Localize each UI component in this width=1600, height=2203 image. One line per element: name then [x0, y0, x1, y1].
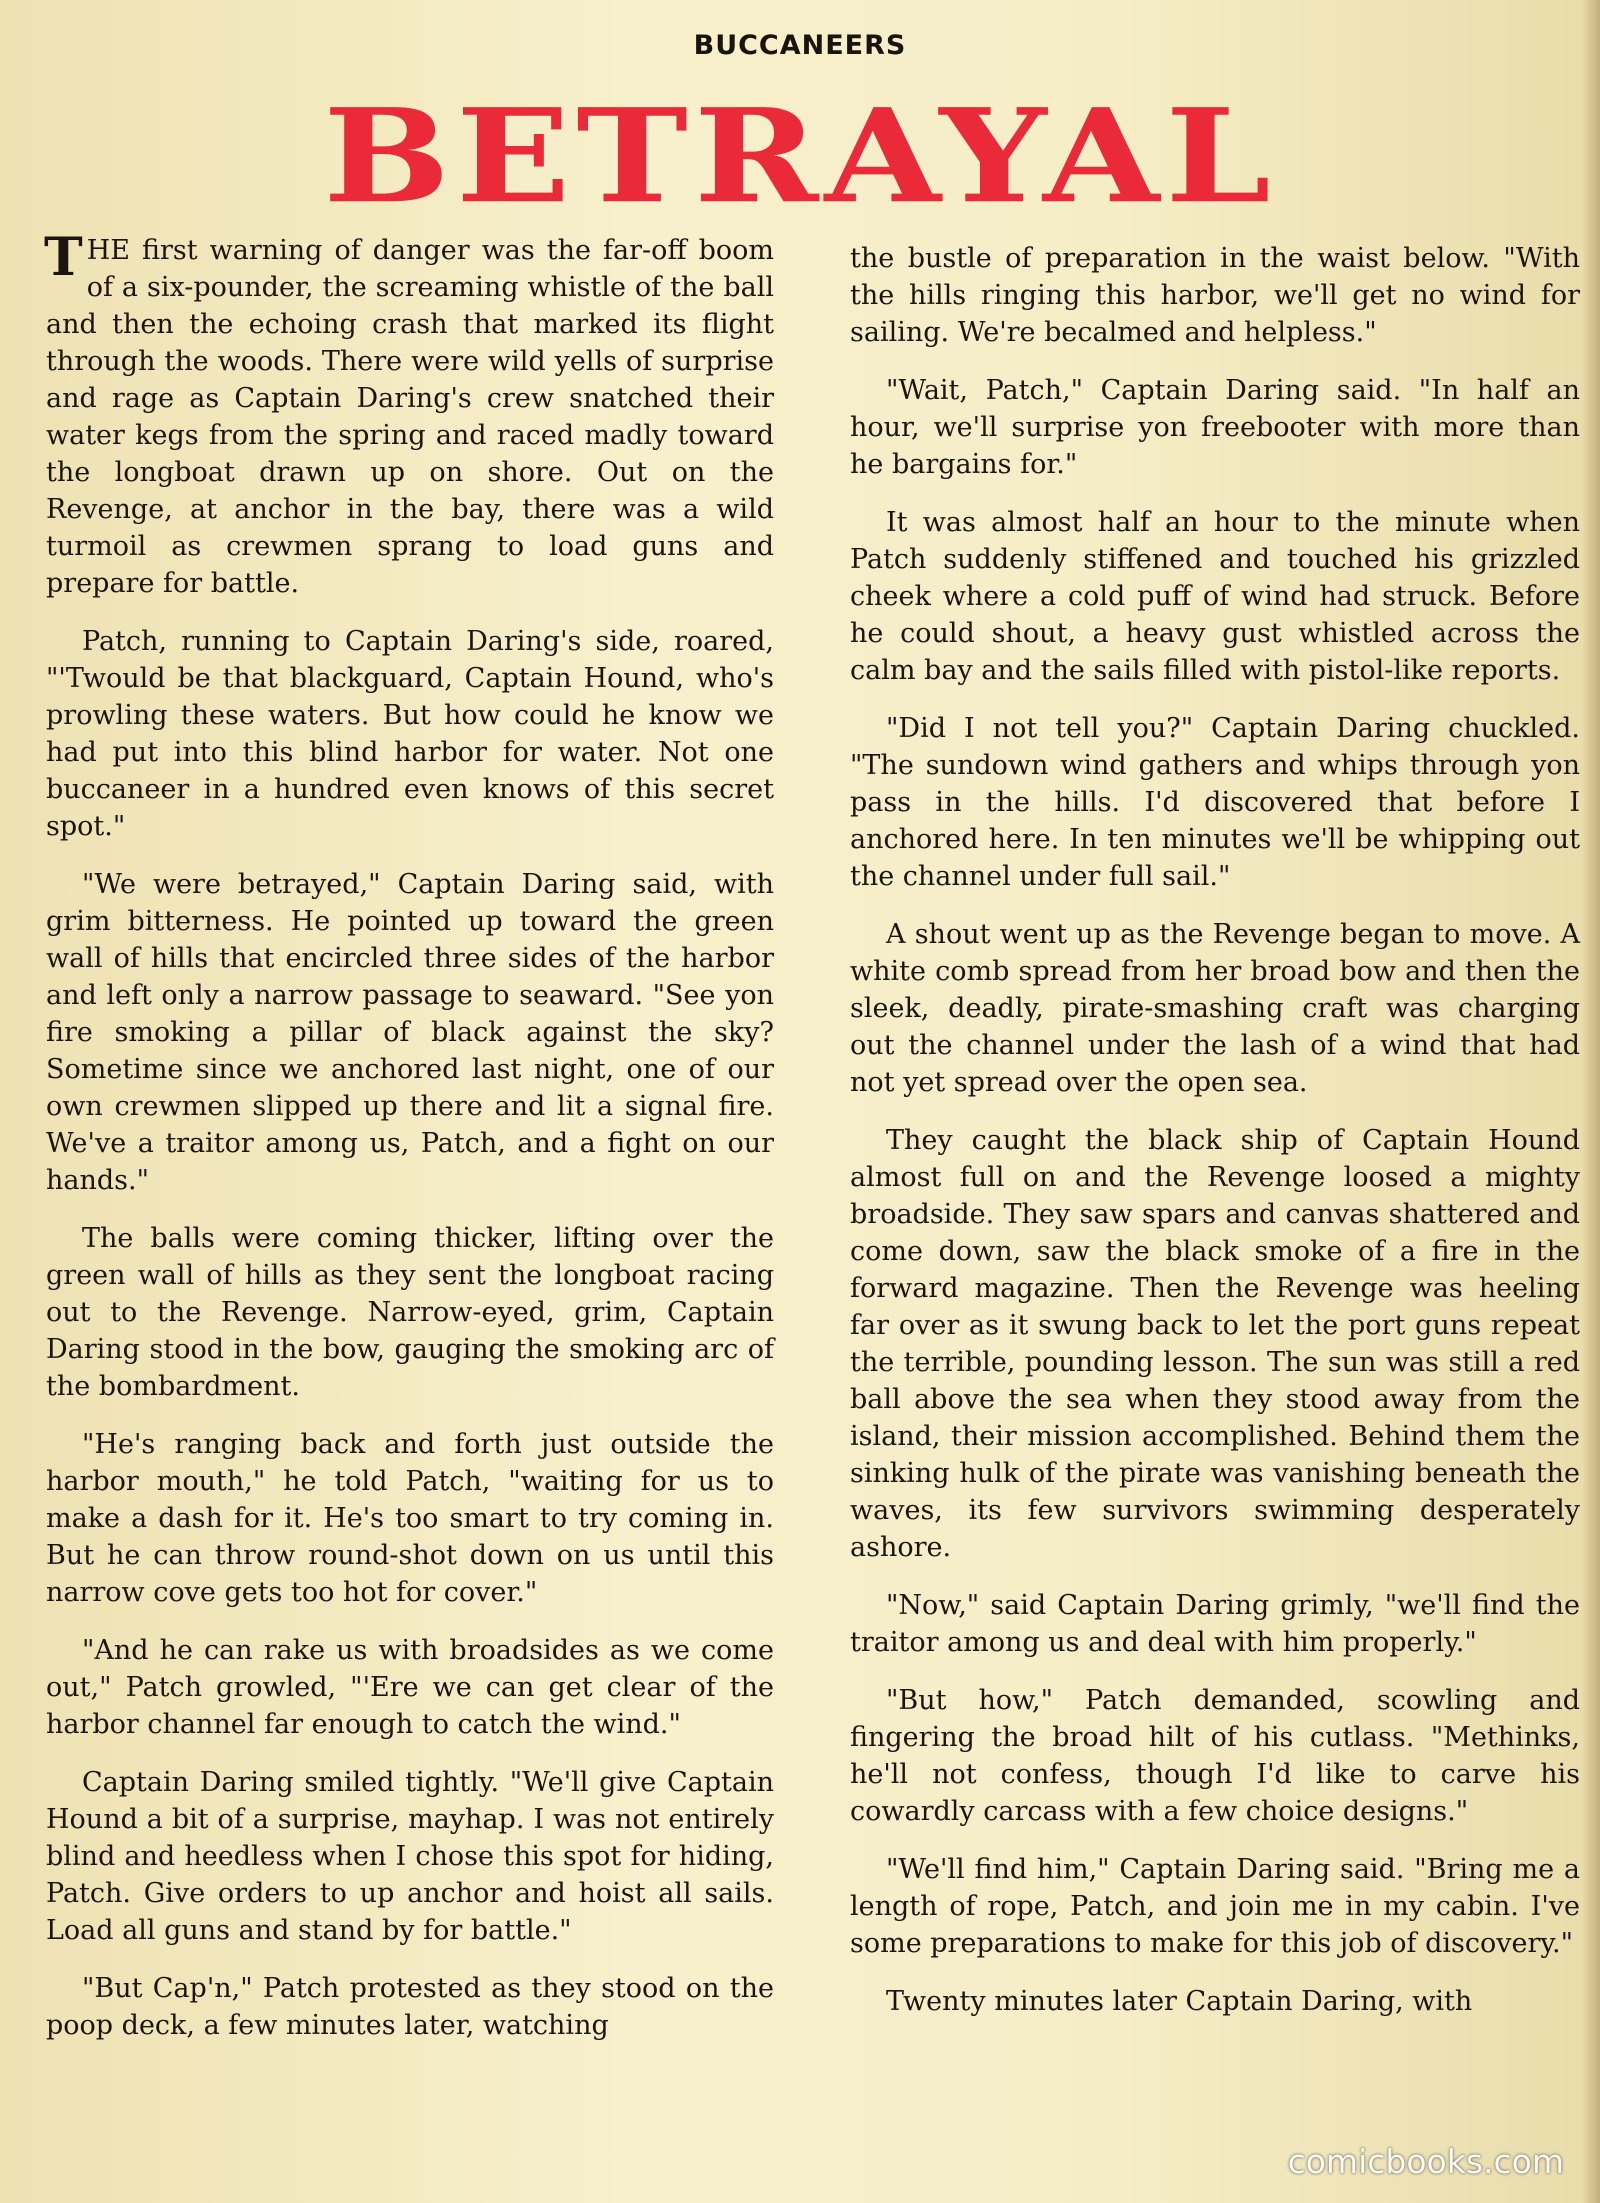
- running-head: BUCCANEERS: [693, 30, 907, 61]
- paragraph: "He's ranging back and forth just outside the harbor mouth," he told Patch, "waiting for us to make a dash for it. He's too smart to try coming in. But he can throw round-shot down on us until this narrow cove gets too hot for cover.": [46, 1429, 774, 1608]
- watermark: comicbooks.com: [1287, 2142, 1564, 2181]
- paragraph: "We were betrayed," Captain Daring said, with grim bitterness. He pointed up toward the green wall of hills that encircled three sides of the harbor and left only a narrow passage to seaward. "See yon fire smoking a pillar of black against the sky? Sometime since we anchored last night, one of our own crewmen slipped up there and lit a signal fire. We've a traitor among us, Patch, and a fight on our hands.": [46, 869, 774, 1196]
- paragraph: the bustle of preparation in the waist below. "With the hills ringing this harbor, we'll get no wind for sailing. We're becalmed and helpless.": [850, 243, 1580, 348]
- paragraph: A shout went up as the Revenge began to move. A white comb spread from her broad bow and then the sleek, deadly, pirate-smashing craft was charging out the channel under the lash of a wind that had not yet spread over the open sea.: [850, 919, 1580, 1098]
- paragraph: [44, 227, 774, 602]
- paragraph: "Now," said Captain Daring grimly, "we'll find the traitor among us and deal with him properly.": [850, 1590, 1580, 1658]
- paragraph: "We'll find him," Captain Daring said. "Bring me a length of rope, Patch, and join me in my cabin. I've some preparations to make for this job of discovery.": [850, 1854, 1580, 1959]
- story-title: BETRAYAL: [323, 80, 1277, 233]
- paragraph: "Wait, Patch," Captain Daring said. "In half an hour, we'll surprise yon freebooter with more than he bargains for.": [850, 375, 1580, 480]
- paragraph-text: HE first warning of danger was the far-off boom of a six-pounder, the screaming whistle of the ball and then the echoing crash that marked its flight through the woods. There were wild yells of surprise and rage as Captain Daring's crew snatched their water kegs from the spring and raced madly toward the longboat drawn up on shore. Out on the Revenge, at anchor in the bay, there was a wild turmoil as crewmen sprang to load guns and prepare for battle.: [46, 235, 774, 599]
- paragraph: They caught the black ship of Captain Hound almost full on and the Revenge loosed a mighty broadside. They saw spars and canvas shattered and come down, saw the black smoke of a fire in the forward magazine. Then the Revenge was heeling far over as it swung back to let the port guns repeat the terrible, pounding lesson. The sun was still a red ball above the sea when they stood away from the island, their mission accomplished. Behind them the sinking hulk of the pirate was vanishing beneath the waves, its few survivors swimming desperately ashore.: [850, 1125, 1580, 1563]
- left-column: [44, 227, 774, 2065]
- page-edge-shadow: [1582, 0, 1600, 2203]
- paragraph: Patch, running to Captain Daring's side, roared, "'Twould be that blackguard, Captain Hound, who's prowling these waters. But how could he know we had put into this blind harbor for water. Not one buccaneer in a hundred even knows of this secret spot.": [46, 626, 774, 842]
- paragraph: "And he can rake us with broadsides as we come out," Patch growled, "'Ere we can get clear of the harbor channel far enough to catch the wind.": [46, 1635, 774, 1740]
- right-column: [850, 240, 1580, 2041]
- drop-cap: T: [44, 227, 83, 288]
- paragraph: "But how," Patch demanded, scowling and fingering the broad hilt of his cutlass. "Methinks, he'll not confess, though I'd like to carve his cowardly carcass with a few choice designs.": [850, 1685, 1580, 1827]
- paragraph: "But Cap'n," Patch protested as they stood on the poop deck, a few minutes later, watching: [46, 1973, 774, 2041]
- paragraph: Captain Daring smiled tightly. "We'll give Captain Hound a bit of a surprise, mayhap. I was not entirely blind and heedless when I chose this spot for hiding, Patch. Give orders to up anchor and hoist all sails. Load all guns and stand by for battle.": [46, 1767, 774, 1946]
- paragraph: The balls were coming thicker, lifting over the green wall of hills as they sent the longboat racing out to the Revenge. Narrow-eyed, grim, Captain Daring stood in the bow, gauging the smoking arc of the bombardment.: [46, 1223, 774, 1402]
- paragraph: "Did I not tell you?" Captain Daring chuckled. "The sundown wind gathers and whips through yon pass in the hills. I'd discovered that before I anchored here. In ten minutes we'll be whipping out the channel under full sail.": [850, 713, 1580, 892]
- paragraph: Twenty minutes later Captain Daring, with: [886, 1986, 1473, 2017]
- paragraph: It was almost half an hour to the minute when Patch suddenly stiffened and touched his grizzled cheek where a cold puff of wind had struck. Before he could shout, a heavy gust whistled across the calm bay and the sails filled with pistol-like reports.: [850, 507, 1580, 686]
